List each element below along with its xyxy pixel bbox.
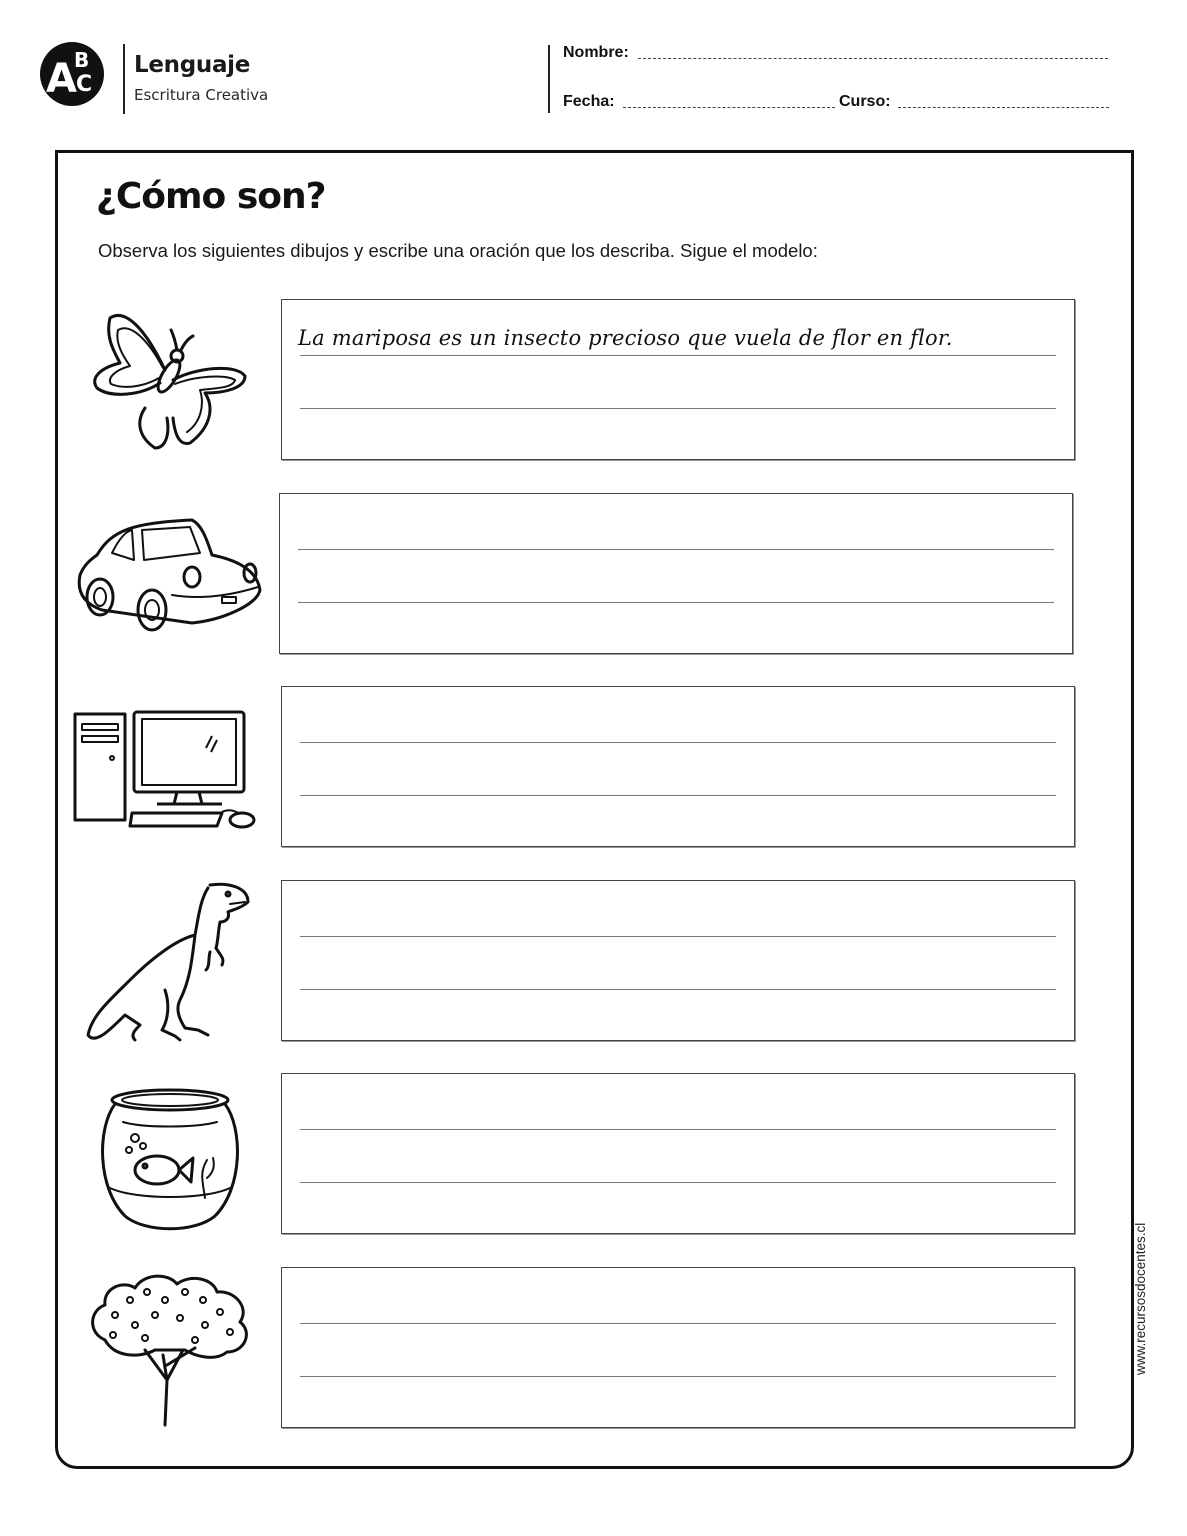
- worksheet-instructions: Observa los siguientes dibujos y escribe una oración que los describa. Sigue el modelo:: [98, 240, 818, 261]
- answer-box-2[interactable]: [279, 493, 1073, 654]
- answer-box-3[interactable]: [281, 686, 1075, 847]
- writing-line: [300, 1376, 1056, 1377]
- course-label: Curso:: [839, 93, 891, 110]
- answer-box-1[interactable]: [281, 299, 1075, 460]
- answer-box-5[interactable]: [281, 1073, 1075, 1234]
- worksheet-title: ¿Cómo son?: [96, 176, 326, 217]
- computer-icon: [72, 708, 262, 830]
- writing-line: [300, 408, 1056, 409]
- logo-letter-c: C: [76, 72, 93, 97]
- subject-topic: Escritura Creativa: [134, 86, 269, 104]
- writing-line: [298, 549, 1054, 550]
- header-divider: [123, 44, 125, 114]
- course-field[interactable]: [898, 107, 1109, 108]
- fields-divider: [548, 45, 550, 113]
- answer-box-4[interactable]: [281, 880, 1075, 1041]
- writing-line: [298, 602, 1054, 603]
- date-field[interactable]: [623, 107, 835, 108]
- butterfly-icon: [85, 308, 255, 453]
- name-field[interactable]: [638, 58, 1108, 59]
- model-sentence: La mariposa es un insecto precioso que vuela de flor en flor.: [298, 326, 953, 350]
- logo-letter-a: A: [46, 56, 77, 102]
- tree-icon: [85, 1270, 255, 1430]
- name-label: Nombre:: [563, 44, 629, 61]
- writing-line: [300, 1323, 1056, 1324]
- answer-box-6[interactable]: [281, 1267, 1075, 1428]
- writing-line: [300, 1182, 1056, 1183]
- date-label: Fecha:: [563, 93, 615, 110]
- car-icon: [72, 515, 267, 635]
- logo-letter-b: B: [74, 48, 90, 72]
- writing-line: [300, 1129, 1056, 1130]
- writing-line: [300, 795, 1056, 796]
- fishbowl-icon: [95, 1088, 245, 1233]
- writing-line: [300, 989, 1056, 990]
- abc-logo-icon: [40, 42, 104, 106]
- writing-line: [300, 936, 1056, 937]
- writing-line: [300, 742, 1056, 743]
- website-credit: www.recursosdocentes.cl: [1133, 1222, 1148, 1375]
- writing-line: [300, 355, 1056, 356]
- dinosaur-icon: [80, 880, 255, 1050]
- subject-title: Lenguaje: [134, 52, 251, 78]
